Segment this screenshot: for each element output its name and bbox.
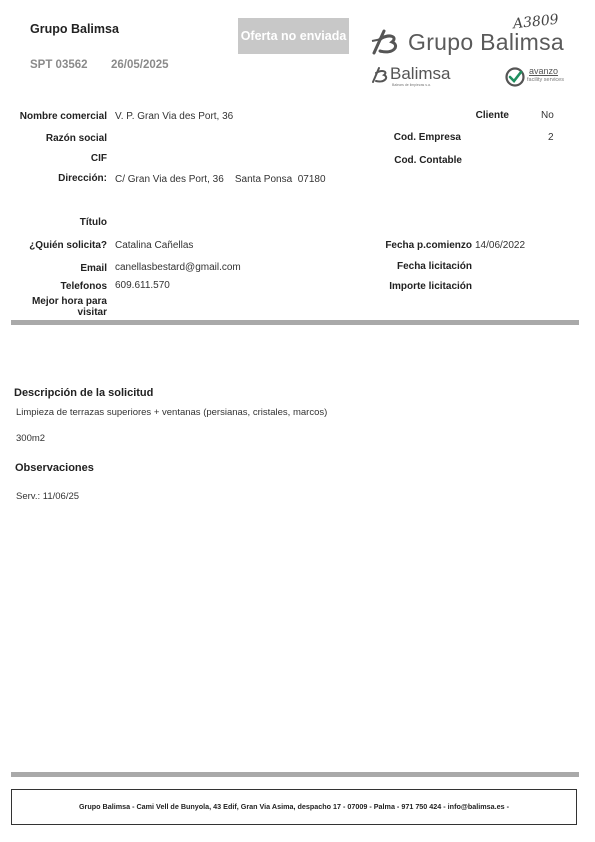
descripcion-line-2: 300m2 xyxy=(16,433,46,444)
observaciones-text: Serv.: 11/06/25 xyxy=(16,491,80,502)
fecha-licitacion-label: Fecha licitación xyxy=(396,261,472,272)
status-badge: Oferta no enviada xyxy=(238,18,349,54)
grupo-balimsa-logo-text: Grupo Balimsa xyxy=(408,29,565,55)
balimsa-small-b-icon xyxy=(370,66,390,84)
telefonos-label: Telefonos xyxy=(60,281,107,292)
quien-solicita-label: ¿Quién solicita? xyxy=(29,240,107,251)
cif-label: CIF xyxy=(90,153,107,164)
balimsa-sub-logo-text: Balimsa xyxy=(390,64,451,83)
titulo-label: Título xyxy=(79,217,107,228)
descripcion-line-1: Limpieza de terrazas superiores + ventanas (persianas, cristales, marcos) xyxy=(16,407,328,418)
descripcion-heading: Descripción de la solicitud xyxy=(14,387,154,399)
nombre-comercial-label: Nombre comercial xyxy=(19,111,107,122)
fecha-comienzo-value: 14/06/2022 xyxy=(475,240,526,251)
footer-address: Grupo Balimsa - Cami Vell de Bunyola, 43 Edif, Gran Via Asima, despacho 17 - 07009 - Palma - 971 750 424 - info@balimsa.es - xyxy=(78,802,510,811)
section-separator xyxy=(11,320,579,325)
cliente-label: Cliente xyxy=(475,110,509,121)
importe-licitacion-label: Importe licitación xyxy=(389,281,472,292)
avanzo-logo-tagline: facility services xyxy=(527,77,564,83)
balimsa-sub-logo-tagline: Balears de limpiezas s.a. xyxy=(392,83,431,87)
direccion-label: Dirección: xyxy=(58,173,107,184)
avanzo-check-icon xyxy=(505,67,525,87)
avanzo-logo-text: avanzo xyxy=(529,66,559,76)
footer-separator xyxy=(11,772,579,777)
company-name: Grupo Balimsa xyxy=(30,22,119,36)
mejor-hora-label-line2: visitar xyxy=(77,307,107,318)
quien-solicita-value: Catalina Cañellas xyxy=(115,240,194,251)
fecha-comienzo-label: Fecha p.comienzo xyxy=(385,240,472,251)
razon-social-label: Razón social xyxy=(45,133,107,144)
grupo-balimsa-logo xyxy=(370,11,580,58)
nombre-comercial-value: V. P. Gran Via des Port, 36 xyxy=(115,111,234,122)
email-value: canellasbestard@gmail.com xyxy=(115,262,241,273)
cliente-value: No xyxy=(541,110,554,121)
telefonos-value: 609.611.570 xyxy=(115,280,170,291)
balimsa-sub-logo xyxy=(370,64,470,90)
direccion-value: C/ Gran Via des Port, 36 Santa Ponsa 07180 xyxy=(115,174,326,185)
avanzo-logo xyxy=(505,66,575,88)
document-date: 26/05/2025 xyxy=(111,59,169,71)
spt-code: SPT 03562 xyxy=(30,59,88,71)
handwritten-note: A3809 xyxy=(512,11,560,33)
balimsa-b-icon xyxy=(370,27,402,57)
observaciones-heading: Observaciones xyxy=(15,462,94,474)
cod-contable-label: Cod. Contable xyxy=(394,155,462,166)
email-label: Email xyxy=(80,263,107,274)
footer-box xyxy=(11,789,577,825)
cod-empresa-value: 2 xyxy=(548,132,554,143)
mejor-hora-label-line1: Mejor hora para xyxy=(31,296,107,307)
cod-empresa-label: Cod. Empresa xyxy=(393,132,461,143)
